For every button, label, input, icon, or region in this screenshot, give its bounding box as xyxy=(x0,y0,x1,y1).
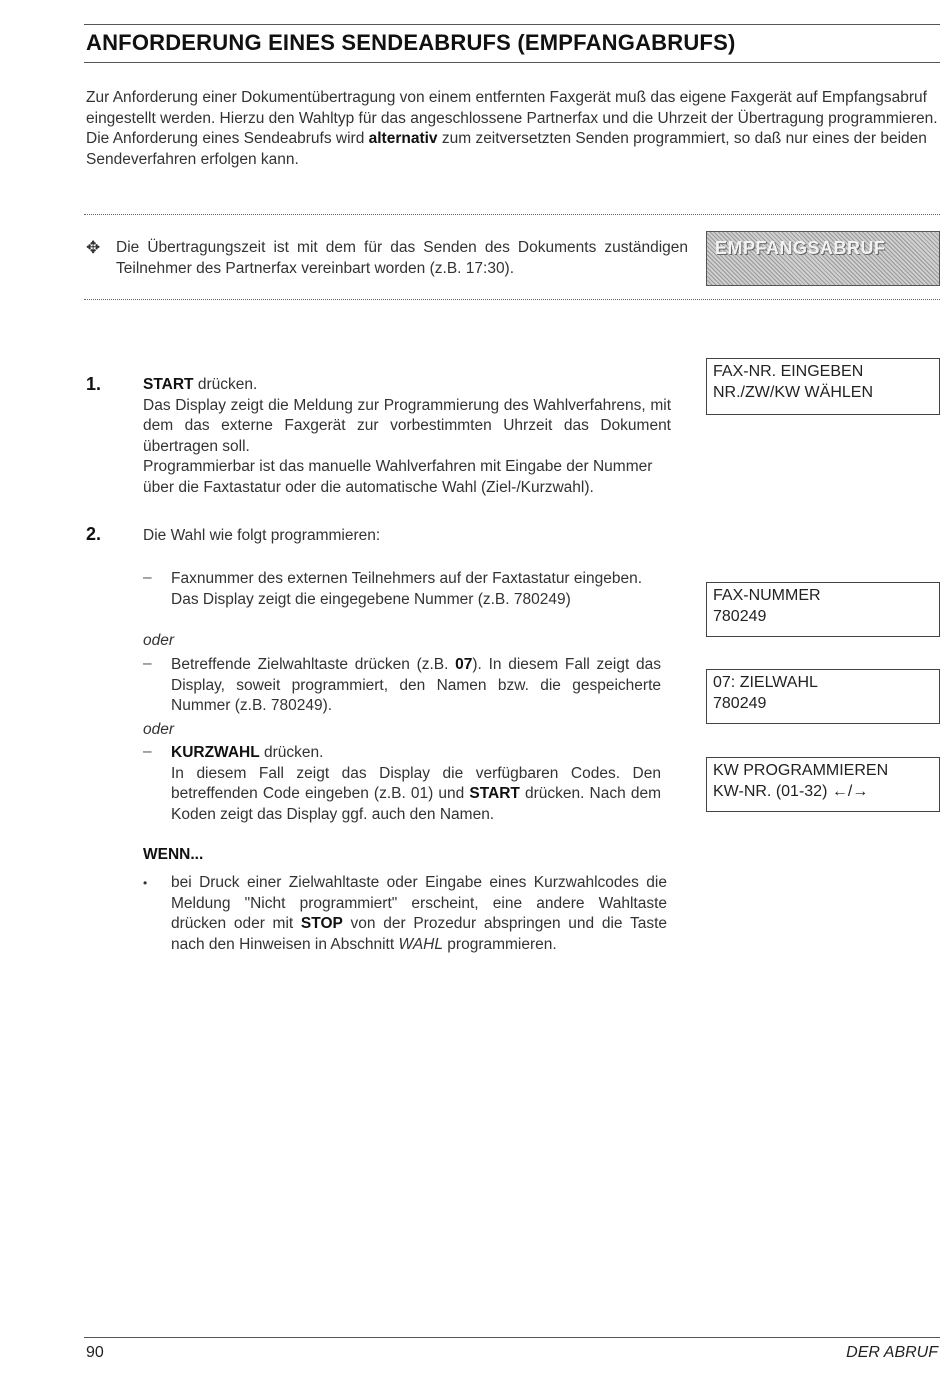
step-1-paragraph-3: Programmierbar ist das manuelle Wahlverfahren mit Eingabe der Nummer über die Faxtastatur oder die automatische Wahl (Ziel-/Kurzwahl). xyxy=(143,458,653,496)
separator-2 xyxy=(84,299,940,300)
wahl-italic: WAHL xyxy=(398,935,443,953)
oder-2: oder xyxy=(143,721,175,738)
display-line-2: KW-NR. (01-32) ←/→ xyxy=(713,783,869,800)
wenn-text: bei Druck einer Zielwahltaste oder Eingabe eines Kurzwahlcodes die Meldung "Nicht programmiert" erscheint, eine andere Wahltaste drücken oder mit STOP von der Prozedur abspringen und die Taste nach den Hinweisen in Abschnitt WAHL programmieren. xyxy=(171,874,667,953)
top-rule xyxy=(84,24,940,25)
intro-text xyxy=(86,88,938,170)
option-1-line-1: Faxnummer des externen Teilnehmers auf der Faxtastatur eingeben. xyxy=(171,570,642,587)
option-1-line-2: Das Display zeigt die eingegebene Nummer (z.B. 780249) xyxy=(171,590,571,608)
start-bold: START xyxy=(143,376,194,393)
option-3-dash: – xyxy=(143,743,152,760)
option-1-dash: – xyxy=(143,569,152,586)
display-zielwahl xyxy=(706,669,940,724)
step-2-intro: Die Wahl wie folgt programmieren: xyxy=(143,527,381,544)
footer-rule xyxy=(84,1337,940,1338)
display-fax-nummer xyxy=(706,582,940,637)
display-line-1: KW PROGRAMMIEREN xyxy=(713,762,889,779)
intro-paragraph-1: Zur Anforderung einer Dokumentübertragung von einem entfernten Faxgerät muß das eigene Faxgerät auf Empfangsabruf eingestellt werden. Hierzu den Wahltyp für das angeschlossene Partnerfax und die Uhrzeit der Übertragung programmieren. xyxy=(86,89,938,127)
step-1-text xyxy=(143,375,671,498)
step-1-number: 1. xyxy=(86,374,102,394)
title-rule xyxy=(84,62,940,63)
separator-1 xyxy=(84,214,940,215)
start-bold-2: START xyxy=(469,785,520,802)
option-3-action: KURZWAHL drücken. xyxy=(171,744,324,761)
page-number: 90 xyxy=(86,1344,104,1361)
display-empfangsabruf xyxy=(706,231,940,286)
kurzwahl-bold: KURZWAHL xyxy=(171,744,260,761)
option-3-paragraph-2: In diesem Fall zeigt das Display die verfügbaren Codes. Den betreffenden Code eingeben (z.B. 01) und START drücken. Nach dem Koden zeigt das Display ggf. auch den Namen. xyxy=(171,764,661,823)
section-name: DER ABRUF xyxy=(846,1344,938,1361)
display-line-1: FAX-NR. EINGEBEN xyxy=(713,363,864,380)
step-1-action: START drücken. xyxy=(143,376,258,393)
option-2-dash: – xyxy=(143,655,152,672)
display-line-1: 07: ZIELWAHL xyxy=(713,674,818,691)
wenn-heading: WENN... xyxy=(143,846,204,863)
display-line-2: NR./ZW/KW WÄHLEN xyxy=(713,384,873,401)
step-2-number: 2. xyxy=(86,524,102,544)
option-2-text: Betreffende Zielwahltaste drücken (z.B. 07). In diesem Fall zeigt das Display, soweit programmiert, den Namen bzw. die gespeicherte Nummer (z.B. 780249). xyxy=(171,656,661,714)
oder-1: oder xyxy=(143,632,175,649)
display-fax-nr-eingeben xyxy=(706,358,940,415)
display-line-2: 780249 xyxy=(713,608,767,625)
alternativ-bold: alternativ xyxy=(368,130,438,147)
stop-bold: STOP xyxy=(300,915,343,932)
wenn-bullet: • xyxy=(143,876,148,890)
option-3-text xyxy=(171,743,661,825)
option-1-text xyxy=(171,569,661,610)
display-empfangsabruf-text: EMPFANGSABRUF xyxy=(715,238,886,258)
sparkle-icon: ✥ xyxy=(86,238,101,257)
note-text: Die Übertragungszeit ist mit dem für das Senden des Dokuments zuständigen Teilnehmer des Partnerfax vereinbart worden (z.B. 17:30). xyxy=(116,239,688,277)
display-line-2: 780249 xyxy=(713,695,767,712)
page-title: ANFORDERUNG EINES SENDEABRUFS (EMPFANGABRUFS) xyxy=(86,30,736,55)
step-1-paragraph-2: Das Display zeigt die Meldung zur Programmierung des Wahlverfahrens, mit dem das externe Faxgerät zur vorbestimmten Uhrzeit das Dokument übertragen soll. xyxy=(143,396,671,455)
display-line-1: FAX-NUMMER xyxy=(713,587,821,604)
intro-paragraph-2: Die Anforderung eines Sendeabrufs wird alternativ zum zeitversetzten Senden programmiert, so daß nur eines der beiden Sendeverfahren erfolgen kann. xyxy=(86,130,927,168)
zielwahl-code-bold: 07 xyxy=(455,656,473,673)
display-kw-programmieren xyxy=(706,757,940,812)
